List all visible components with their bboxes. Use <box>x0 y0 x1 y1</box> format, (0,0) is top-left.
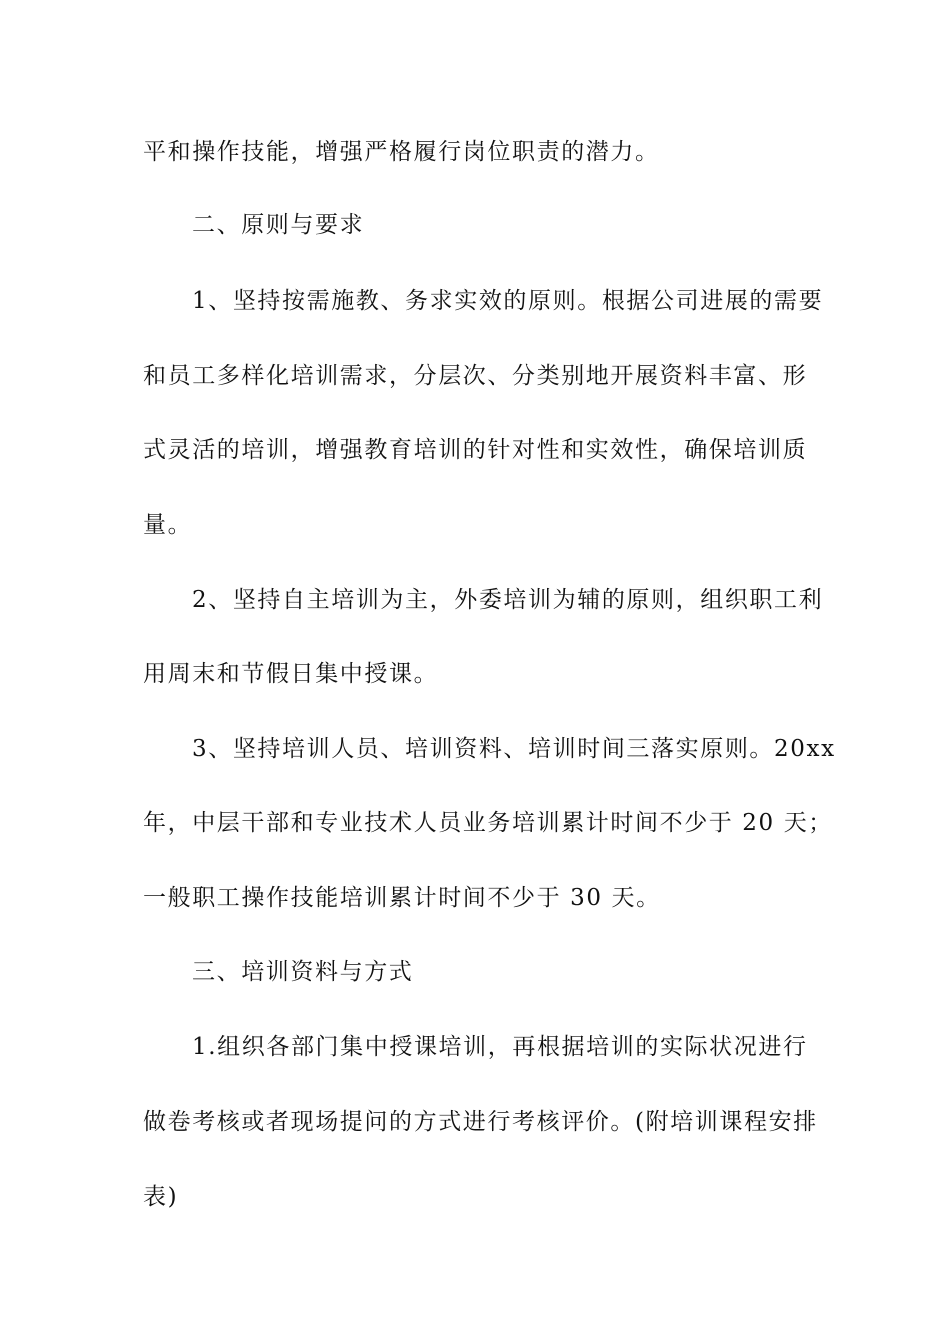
paragraph-line: 1、坚持按需施教、务求实效的原则。根据公司进展的需要 <box>192 288 824 314</box>
paragraph-line: 做卷考核或者现场提问的方式进行考核评价。(附培训课程安排 <box>143 1109 818 1135</box>
paragraph-line: 1.组织各部门集中授课培训，再根据培训的实际状况进行 <box>192 1034 808 1060</box>
paragraph-line: 式灵活的培训，增强教育培训的针对性和实效性，确保培训质 <box>143 437 808 463</box>
paragraph-line: 平和操作技能，增强严格履行岗位职责的潜力。 <box>143 139 660 165</box>
paragraph-line: 年，中层干部和专业技术人员业务培训累计时间不少于 20 天； <box>143 810 833 836</box>
section-heading: 二、原则与要求 <box>192 212 365 238</box>
paragraph-line: 表) <box>143 1184 179 1210</box>
paragraph-line: 量。 <box>143 512 193 538</box>
paragraph-line: 用周末和节假日集中授课。 <box>143 661 439 687</box>
section-heading: 三、培训资料与方式 <box>192 959 414 985</box>
paragraph-line: 3、坚持培训人员、培训资料、培训时间三落实原则。20xx <box>192 736 836 762</box>
paragraph-line: 和员工多样化培训需求，分层次、分类别地开展资料丰富、形 <box>143 363 808 389</box>
paragraph-line: 2、坚持自主培训为主，外委培训为辅的原则，组织职工利 <box>192 587 824 613</box>
paragraph-line: 一般职工操作技能培训累计时间不少于 30 天。 <box>143 885 661 911</box>
